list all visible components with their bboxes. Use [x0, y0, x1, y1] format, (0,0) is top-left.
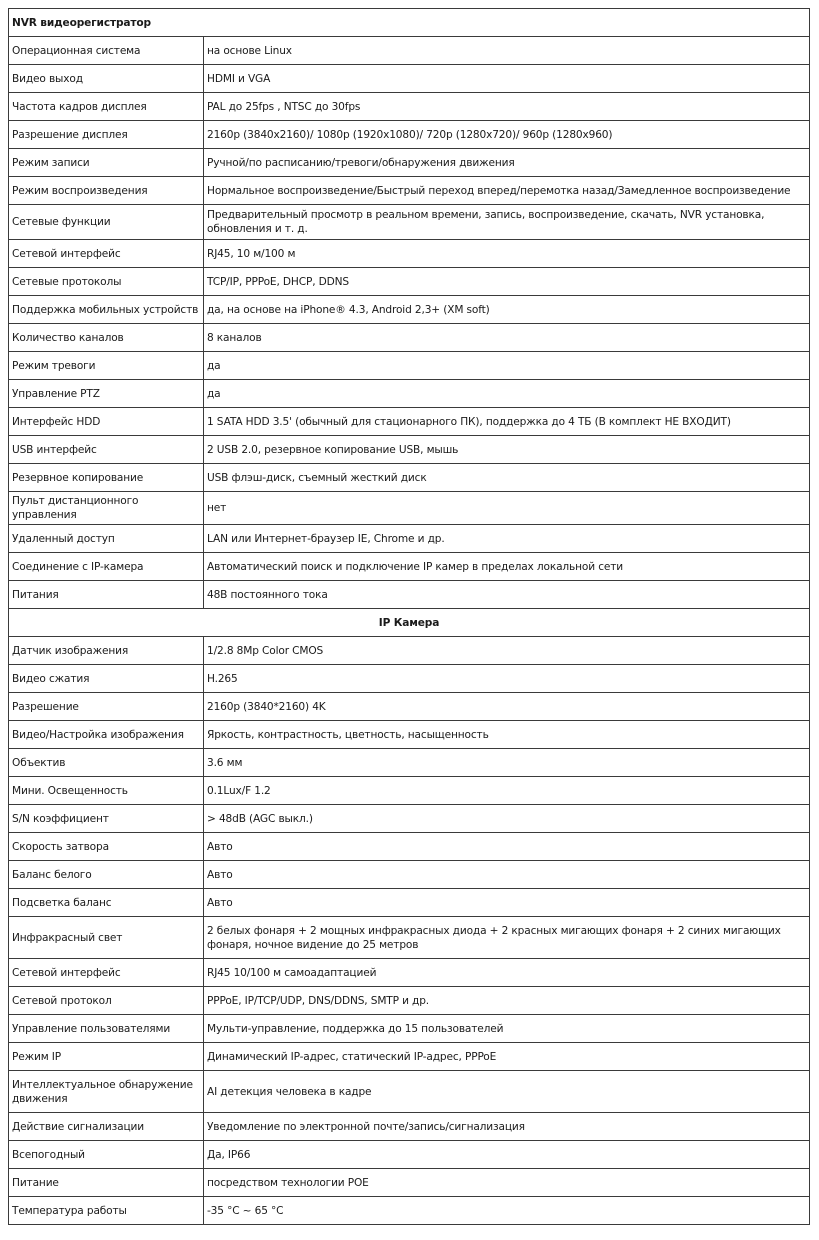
table-row — [9, 1043, 810, 1071]
spec-value: Авто — [204, 889, 810, 917]
spec-value: Авто — [204, 861, 810, 889]
spec-label: Датчик изображения — [9, 637, 204, 665]
spec-value: Авто — [204, 833, 810, 861]
spec-value: 3.6 мм — [204, 749, 810, 777]
table-row — [9, 205, 810, 240]
table-row — [9, 917, 810, 959]
spec-label: Сетевые протоколы — [9, 268, 204, 296]
table-row — [9, 693, 810, 721]
spec-label: Частота кадров дисплея — [9, 93, 204, 121]
table-row — [9, 1015, 810, 1043]
spec-label: Сетевые функции — [9, 205, 204, 240]
table-row — [9, 408, 810, 436]
spec-value: H.265 — [204, 665, 810, 693]
camera-title: IP Камера — [9, 609, 810, 637]
table-row — [9, 464, 810, 492]
table-row — [9, 777, 810, 805]
spec-label: Режим IP — [9, 1043, 204, 1071]
camera-section-header — [9, 609, 810, 637]
table-row — [9, 721, 810, 749]
table-row — [9, 93, 810, 121]
spec-value: 2 USB 2.0, резервное копирование USB, мышь — [204, 436, 810, 464]
spec-value: да — [204, 380, 810, 408]
table-row — [9, 665, 810, 693]
spec-value: Мульти-управление, поддержка до 15 пользователей — [204, 1015, 810, 1043]
spec-label: Видео сжатия — [9, 665, 204, 693]
spec-label: Резервное копирование — [9, 464, 204, 492]
table-row — [9, 889, 810, 917]
spec-value: Автоматический поиск и подключение IP камер в пределах локальной сети — [204, 553, 810, 581]
spec-label: Поддержка мобильных устройств — [9, 296, 204, 324]
spec-label: Пульт дистанционного управления — [9, 492, 204, 525]
spec-label: Управление пользователями — [9, 1015, 204, 1043]
table-row — [9, 177, 810, 205]
spec-value: да — [204, 352, 810, 380]
spec-label: Режим воспроизведения — [9, 177, 204, 205]
table-row — [9, 37, 810, 65]
spec-table — [8, 8, 810, 1225]
spec-label: Инфракрасный свет — [9, 917, 204, 959]
spec-label: Всепогодный — [9, 1141, 204, 1169]
spec-label: Видео выход — [9, 65, 204, 93]
spec-value: 2160p (3840*2160) 4K — [204, 693, 810, 721]
spec-label: Мини. Освещенность — [9, 777, 204, 805]
spec-value: Ручной/по расписанию/тревоги/обнаружения движения — [204, 149, 810, 177]
spec-value: AI детекция человека в кадре — [204, 1071, 810, 1113]
spec-label: Интерфейс HDD — [9, 408, 204, 436]
spec-value: > 48dB (AGC выкл.) — [204, 805, 810, 833]
spec-label: USB интерфейс — [9, 436, 204, 464]
spec-value: на основе Linux — [204, 37, 810, 65]
table-row — [9, 121, 810, 149]
table-row — [9, 149, 810, 177]
spec-sheet — [8, 8, 809, 1225]
spec-value: TCP/IP, PPPoE, DHCP, DDNS — [204, 268, 810, 296]
spec-label: Объектив — [9, 749, 204, 777]
spec-label: Питание — [9, 1169, 204, 1197]
nvr-section-header — [9, 9, 810, 37]
nvr-title: NVR видеорегистратор — [9, 9, 810, 37]
spec-label: Удаленный доступ — [9, 525, 204, 553]
spec-label: Сетевой протокол — [9, 987, 204, 1015]
spec-value: 48В постоянного тока — [204, 581, 810, 609]
spec-value: LAN или Интернет-браузер IE, Chrome и др. — [204, 525, 810, 553]
spec-label: Режим тревоги — [9, 352, 204, 380]
table-row — [9, 1197, 810, 1225]
table-row — [9, 987, 810, 1015]
spec-label: Температура работы — [9, 1197, 204, 1225]
spec-label: Баланс белого — [9, 861, 204, 889]
table-row — [9, 1071, 810, 1113]
spec-value: USB флэш-диск, съемный жесткий диск — [204, 464, 810, 492]
spec-value: Да, IP66 — [204, 1141, 810, 1169]
spec-label: Разрешение — [9, 693, 204, 721]
spec-label: Операционная система — [9, 37, 204, 65]
table-row — [9, 637, 810, 665]
spec-label: Разрешение дисплея — [9, 121, 204, 149]
spec-value: Уведомление по электронной почте/запись/сигнализация — [204, 1113, 810, 1141]
table-row — [9, 833, 810, 861]
table-row — [9, 861, 810, 889]
spec-value: -35 °C ~ 65 °C — [204, 1197, 810, 1225]
table-row — [9, 324, 810, 352]
spec-value: HDMI и VGA — [204, 65, 810, 93]
table-row — [9, 581, 810, 609]
spec-value: PPPoE, IP/TCP/UDP, DNS/DDNS, SMTP и др. — [204, 987, 810, 1015]
spec-label: Скорость затвора — [9, 833, 204, 861]
spec-label: Режим записи — [9, 149, 204, 177]
table-row — [9, 296, 810, 324]
spec-value: Яркость, контрастность, цветность, насыщенность — [204, 721, 810, 749]
spec-value: да, на основе на iPhone® 4.3, Android 2,3+ (XM soft) — [204, 296, 810, 324]
spec-label: Сетевой интерфейс — [9, 240, 204, 268]
table-row — [9, 492, 810, 525]
spec-value: PAL до 25fps , NTSC до 30fps — [204, 93, 810, 121]
spec-label: Питания — [9, 581, 204, 609]
spec-value: 8 каналов — [204, 324, 810, 352]
spec-value: RJ45 10/100 м самоадаптацией — [204, 959, 810, 987]
spec-value: Предварительный просмотр в реальном времени, запись, воспроизведение, скачать, NVR установка, обновления и т. д. — [204, 205, 810, 240]
table-row — [9, 749, 810, 777]
spec-value: RJ45, 10 м/100 м — [204, 240, 810, 268]
table-row — [9, 240, 810, 268]
spec-value: 1/2.8 8Mp Color CMOS — [204, 637, 810, 665]
spec-label: Действие сигнализации — [9, 1113, 204, 1141]
spec-label: Подсветка баланс — [9, 889, 204, 917]
spec-value: нет — [204, 492, 810, 525]
spec-label: Соединение с IP-камера — [9, 553, 204, 581]
table-row — [9, 436, 810, 464]
table-row — [9, 268, 810, 296]
spec-value: 1 SATA HDD 3.5' (обычный для стационарного ПК), поддержка до 4 ТБ (В комплект НЕ ВХОДИТ) — [204, 408, 810, 436]
spec-value: 2160p (3840x2160)/ 1080p (1920x1080)/ 720p (1280x720)/ 960p (1280x960) — [204, 121, 810, 149]
table-row — [9, 1113, 810, 1141]
table-row — [9, 959, 810, 987]
spec-value: 2 белых фонаря + 2 мощных инфракрасных диода + 2 красных мигающих фонаря + 2 синих мигающих фонаря, ночное видение до 25 метров — [204, 917, 810, 959]
table-row — [9, 65, 810, 93]
table-row — [9, 1141, 810, 1169]
spec-label: Интеллектуальное обнаружение движения — [9, 1071, 204, 1113]
spec-value: посредством технологии POE — [204, 1169, 810, 1197]
spec-label: Количество каналов — [9, 324, 204, 352]
table-row — [9, 525, 810, 553]
spec-label: Сетевой интерфейс — [9, 959, 204, 987]
spec-label: S/N коэффициент — [9, 805, 204, 833]
spec-value: Нормальное воспроизведение/Быстрый переход вперед/перемотка назад/Замедленное воспроизведение — [204, 177, 810, 205]
spec-label: Управление PTZ — [9, 380, 204, 408]
table-row — [9, 805, 810, 833]
table-row — [9, 380, 810, 408]
table-row — [9, 352, 810, 380]
spec-label: Видео/Настройка изображения — [9, 721, 204, 749]
spec-value: Динамический IP-адрес, статический IP-адрес, PPPoE — [204, 1043, 810, 1071]
table-row — [9, 1169, 810, 1197]
spec-value: 0.1Lux/F 1.2 — [204, 777, 810, 805]
table-row — [9, 553, 810, 581]
